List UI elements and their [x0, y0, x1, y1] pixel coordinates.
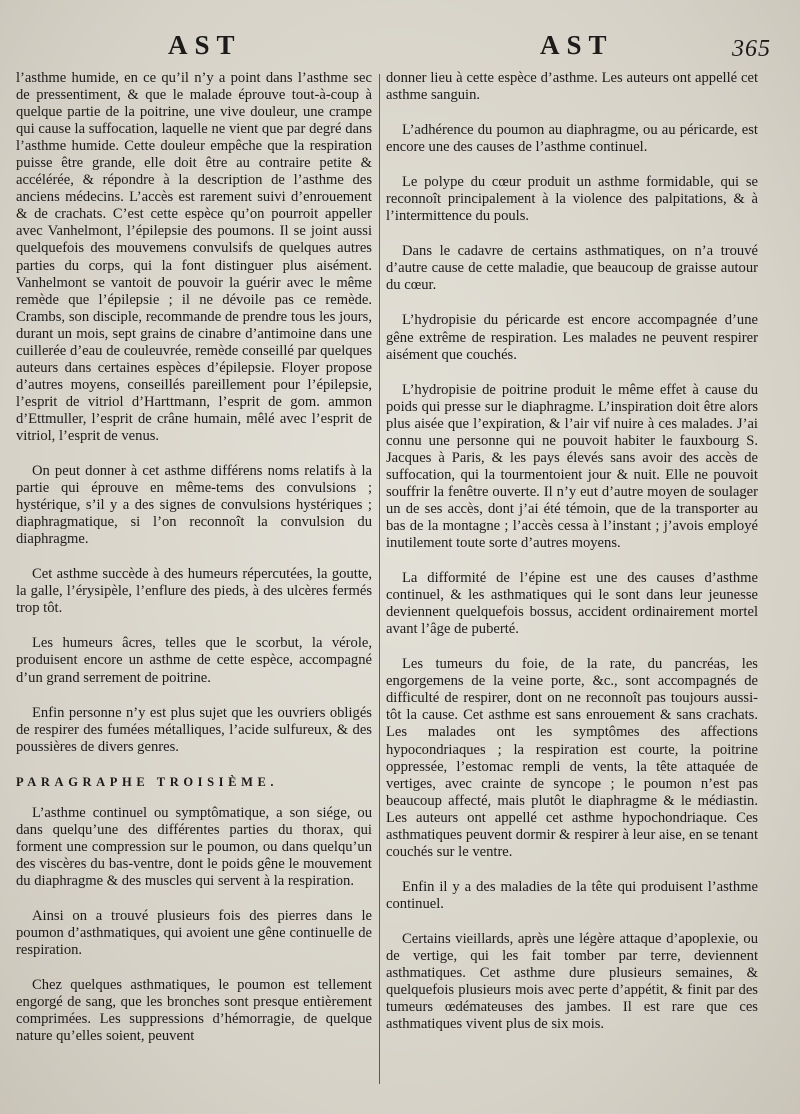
paragraph: L’hydropisie de poitrine produit le même effet à cause du poids qui presse sur le diaphragme. L’inspiration doit être alors plus aisée que l’expiration, & l’air vif nuire à ces malades. J’ai connu une personne qui ne pouvoit habiter le fauxbourg S. Jacques à Paris, & les pays élevés sans avoir des accès de suffocation, qui la tourmentoient jour & nuit. Elle ne pouvoit souffrir la fenêtre ouverte. Il n’y eut d’autre moyen de soulager un de ses accès, dont j’ai été témoin, que de la transporter au bas de la montagne ; l’accès cessa à l’instant ; j’avois employé inutilement toute sorte d’autres moyens. — [386, 381, 758, 552]
paragraph: Les humeurs âcres, telles que le scorbut, la vérole, produisent encore un asthme de cette espèce, accompagné d’un grand serrement de poitrine. — [16, 635, 372, 686]
column-divider — [379, 74, 380, 1084]
paragraph: Enfin personne n’y est plus sujet que les ouvriers obligés de respirer des fumées métalliques, l’acide sulfureux, & des poussières de divers genres. — [16, 704, 372, 755]
left-column — [16, 70, 372, 1059]
running-header-left: AST — [168, 30, 242, 60]
paragraph: Les tumeurs du foie, de la rate, du pancréas, les engorgemens de la veine porte, &c., sont accompagnés de difficulté de respirer, dont on ne reconnoît pas toujours aussi-tôt la cause. Cet asthme est sans enrouement & sans crachats. Les malades ont les symptômes des affections hypocondriaques ; la respiration est courte, la poitrine oppressée, l’estomac rempli de vents, la tête attaquée de vertiges, avec crainte de syncope ; le poumon n’est pas beaucoup affecté, mais plutôt le diaphragme & le médiastin. Les auteurs ont appellé cet asthme hypochondriaque. Ces asthmatiques peuvent dormir & respirer à leur aise, en se tenant couchés sur le ventre. — [386, 656, 758, 860]
right-column — [386, 70, 758, 1051]
paragraph: Certains vieillards, après une légère attaque d’apoplexie, ou de vertige, qui les fait tomber par terre, deviennent asthmatiques. Cet asthme dure plusieurs semaines, & quelquefois plusieurs mois avec perte d’appétit, & finit par des tumeurs œdémateuses des jambes. Il est rare que ces asthmatiques vivent plus de six mois. — [386, 930, 758, 1033]
paragraph: Dans le cadavre de certains asthmatiques, on n’a trouvé d’autre cause de cette maladie, que beaucoup de graisse autour du cœur. — [386, 243, 758, 294]
paragraph: Cet asthme succède à des humeurs répercutées, la goutte, la galle, l’érysipèle, l’enflure des pieds, à des ulcères fermés trop tôt. — [16, 566, 372, 617]
paragraph: Chez quelques asthmatiques, le poumon est tellement engorgé de sang, que les bronches sont presque entièrement comprimées. Les suppressions d’hémorragie, de quelque nature qu’elles soient, peuvent — [16, 977, 372, 1045]
running-header-right: AST — [540, 30, 614, 60]
paragraph: Ainsi on a trouvé plusieurs fois des pierres dans le poumon d’asthmatiques, qui avoient une gêne continuelle de respiration. — [16, 907, 372, 959]
paragraph: L’asthme continuel ou symptômatique, a son siége, ou dans quelqu’une des différentes parties du thorax, qui forment une compression sur le poumon, ou dans quelqu’un des viscères du bas-ventre, dont le poids gêne le mouvement du diaphragme & des muscles qui servent à la respiration. — [16, 804, 372, 889]
paragraph: Enfin il y a des maladies de la tête qui produisent l’asthme continuel. — [386, 878, 758, 912]
paragraph: On peut donner à cet asthme différens noms relatifs à la partie qui éprouve en même-tems des convulsions ; hystérique, s’il y a des signes de convulsions hystériques ; diaphragmatique, si l’on reconnoît la convulsion du diaphragme. — [16, 463, 372, 548]
paragraph: L’adhérence du poumon au diaphragme, ou au péricarde, est encore une des causes de l’asthme continuel. — [386, 122, 758, 156]
page-number: 365 — [732, 36, 771, 62]
paragraph: La difformité de l’épine est une des causes d’asthme continuel, & les asthmatiques qui le sont dans leur jeunesse deviennent quelquefois bossus, accident ordinairement mortel avant l’âge de puberté. — [386, 570, 758, 638]
paragraph: donner lieu à cette espèce d’asthme. Les auteurs ont appellé cet asthme sanguin. — [386, 70, 758, 104]
paragraph: L’hydropisie du péricarde est encore accompagnée d’une gêne extrême de respiration. Les malades ne peuvent respirer aisément que couchés. — [386, 312, 758, 363]
paragraph: l’asthme humide, en ce qu’il n’y a point dans l’asthme sec de pressentiment, & que le malade éprouve tout-à-coup à quelque partie de la poitrine, une vive douleur, une crampe qui cause la suffocation, laquelle ne vient que par degré dans l’asthme humide. Cette douleur empêche que la respiration puisse être grande, elle doit être au contraire petite & accélérée, & répondre à la description de l’asthme des anciens médecins. L’accès est rarement suivi d’enrouement & de crachats. C’est cette espèce qu’on pourroit appeller avec Vanhelmont, l’épilepsie des poumons. Il se joint aussi quelquefois des mouvemens convulsifs de quelques autres parties du corps, qui la font distinguer plus aisément. Vanhelmont se vantoit de pouvoir la guérir avec le même remède que l’épilepsie ; il ne dévoile pas ce remède. Crambs, son disciple, recommande de prendre tous les jours, durant un mois, sept grains de cinabre d’antimoine dans une cuillerée d’eau de couleuvrée, remède conseillé par quelques auteurs dans certaines espèces d’épilepsie. Floyer propose d’autres moyens, conseillés pareillement pour l’épilepsie, l’esprit de vitriol d’Harttmann, l’esprit de gom. ammon d’Ettmuller, l’esprit de crâne humain, mêlé avec l’esprit de vitriol, l’esprit de venus. — [16, 70, 372, 444]
section-heading: PARAGRAPHE TROISIÈME. — [16, 774, 279, 789]
paragraph: Le polype du cœur produit un asthme formidable, qui se reconnoît principalement à la violence des palpitations, & à l’intermittence du pouls. — [386, 174, 758, 225]
